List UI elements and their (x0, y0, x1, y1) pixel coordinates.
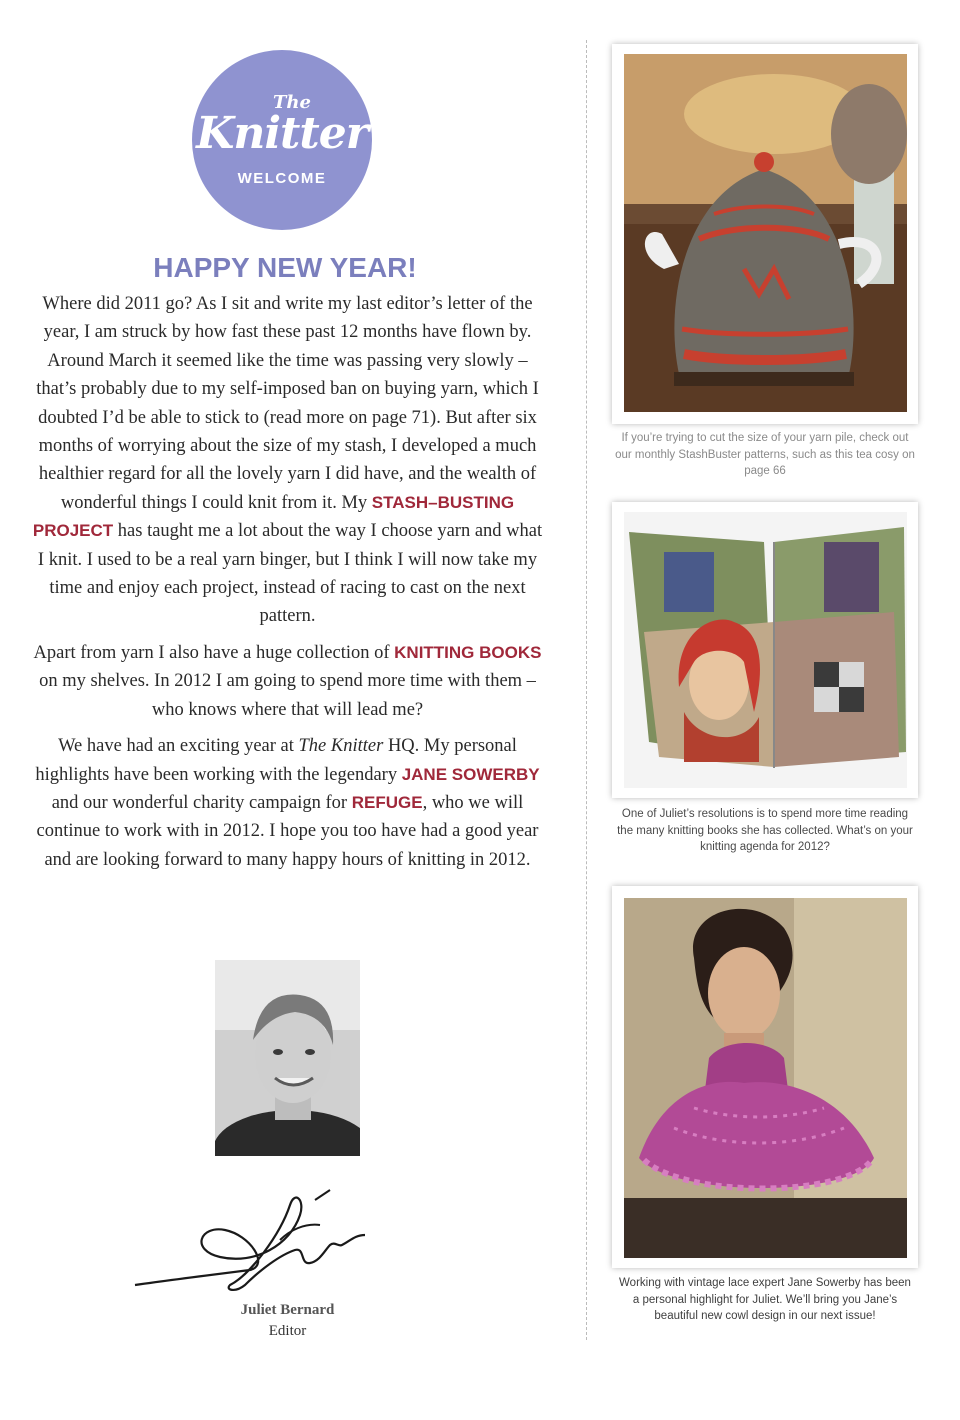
paragraph-text: HQ. My personal highlights have been working with the legendary (35, 736, 517, 785)
editor-letter (30, 290, 545, 882)
highlight-knitting-books: KNITTING BOOKS (394, 642, 542, 662)
paragraph-text: and our wonderful charity campaign for (51, 792, 352, 813)
editor-portrait-photo (215, 960, 360, 1156)
caption-knitting-book: One of Juliet’s resolutions is to spend more time reading the many knitting books she has collected. What’s on your knitting agenda for 2012? (617, 808, 913, 853)
photo-frame-tea-cosy (612, 44, 918, 424)
letter-paragraph-3 (30, 732, 545, 874)
knitting-book-photo (624, 512, 907, 788)
paragraph-text: has taught me a lot about the way I choose yarn and what I knit. I used to be a real yarn binger, but I think I will now take my time and enjoy each project, instead of racing to cast on the next pattern. (37, 521, 543, 627)
logo-the-text: The (273, 92, 311, 113)
caption-tea-cosy: If you’re trying to cut the size of your yarn pile, check out our monthly StashBuster patterns, such as this tea cosy on page 66 (615, 432, 915, 477)
photo-frame-knitting-book (612, 502, 918, 798)
paragraph-text: on my shelves. In 2012 I am going to spend more time with them – who knows where that will lead me? (39, 671, 536, 720)
photo-frame-lace-cowl (612, 886, 918, 1268)
highlight-jane-sowerby: JANE SOWERBY (401, 764, 540, 784)
column-divider (586, 40, 587, 1340)
page-title: HAPPY NEW YEAR! (153, 252, 417, 283)
paragraph-text: We have had an exciting year at (58, 736, 299, 757)
editor-signature (130, 1175, 400, 1300)
caption-lace-cowl: Working with vintage lace expert Jane Sowerby has been a personal highlight for Juliet. We’ll bring you Jane’s beautiful new cowl design in our next issue! (619, 1277, 911, 1322)
logo-name-text: Knitter (196, 108, 368, 159)
highlight-refuge: REFUGE (351, 792, 423, 812)
letter-paragraph-1 (30, 290, 545, 631)
editor-name: Juliet Bernard (240, 1302, 335, 1318)
paragraph-text: , who we will continue to work with in 2012. I hope you too have had a good year and are looking forward to many happy hours of knitting in 2012. (36, 792, 539, 870)
magazine-title-italic: The Knitter (298, 736, 384, 757)
logo-subtitle: WELCOME (237, 170, 327, 187)
knitter-welcome-logo (192, 50, 372, 230)
paragraph-text: Where did 2011 go? As I sit and write my last editor’s letter of the year, I am struck by how fast these past 12 months have flown by. Around March it seemed like the time was passing very slowly – that’s probably due to my self-imposed ban on buying yarn, which I doubted I’d be able to stick to (read more on page 71). But after six months of worrying about the size of my stash, I developed a much healthier regard for all the lovely yarn I did have, and the wealth of wonderful things I could knit from it. My (36, 294, 539, 513)
editor-title: Editor (268, 1323, 307, 1339)
paragraph-text: Apart from yarn I also have a huge collection of (33, 642, 395, 663)
letter-paragraph-2 (30, 639, 545, 724)
lace-cowl-photo (624, 898, 907, 1258)
highlight-stash-busting: STASH–BUSTING PROJECT (32, 492, 515, 541)
tea-cosy-photo (624, 54, 907, 412)
